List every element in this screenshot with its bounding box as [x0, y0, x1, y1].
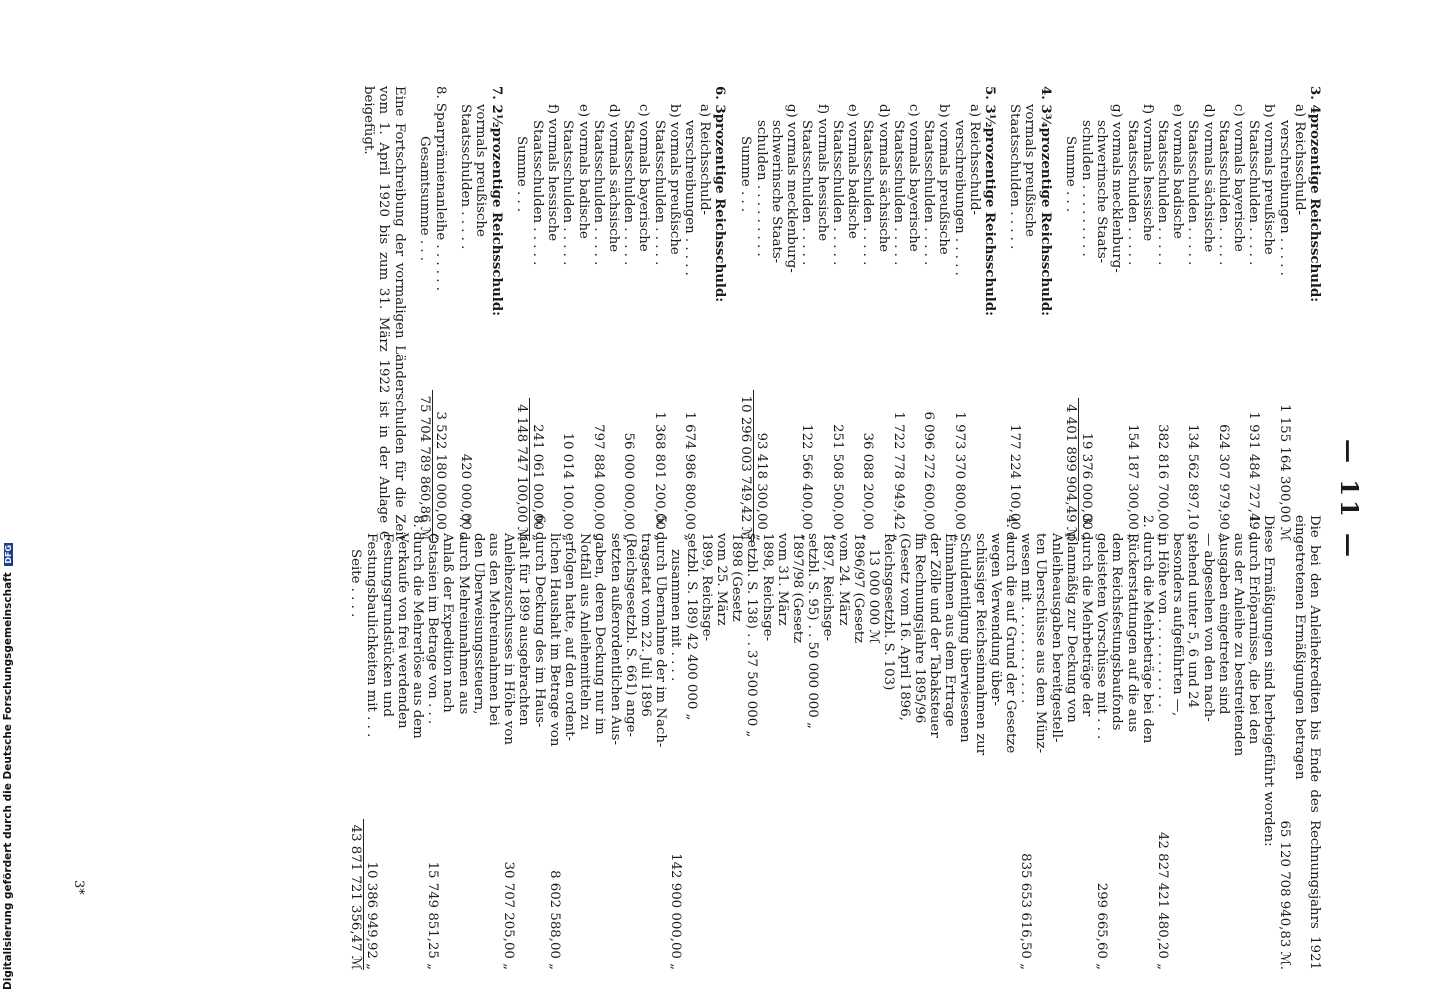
ledger-row [592, 515, 607, 970]
row-label: d) vormals sächsische [875, 104, 891, 253]
ledger-row [473, 86, 488, 541]
ledger-row [1033, 515, 1048, 970]
row-label: Staatsschulden . . . . . [1007, 104, 1023, 250]
sum-row [514, 86, 530, 541]
row-label: setzbl. S. 95) . . 50 000 000 „ [805, 533, 821, 729]
ledger-row [1155, 515, 1170, 970]
ledger-row [699, 515, 714, 970]
row-label: 8. Sparprämienanleihe . . . . . . [433, 86, 449, 291]
row-amount: 15 749 851,25 „ [425, 861, 441, 970]
row-amount: 1 155 164 300,00 ℳ [1276, 404, 1292, 541]
row-label: 8. durch die Mehrerlöse aus dem [410, 515, 426, 739]
sum-row [348, 515, 364, 970]
row-label: tragsetat vom 22. Juli 1896 [638, 533, 654, 717]
row-label: 1897/98 (Gesetz [790, 533, 806, 644]
ledger-row [805, 515, 820, 970]
row-amount: 8 602 588,00 „ [546, 870, 562, 970]
row-label: Staatsschulden . . . . . [799, 120, 815, 266]
row-amount: 36 088 200,00 „ [860, 432, 876, 541]
row-label: besonders aufgeführten —, [1170, 533, 1186, 717]
ledger-row [988, 515, 1003, 970]
ledger-row [1231, 86, 1246, 541]
ledger-row [1216, 86, 1231, 541]
section-heading: 3. 4prozentige Reichsschuld: [1307, 86, 1322, 303]
ledger-row [1292, 86, 1307, 541]
ledger-row [1064, 515, 1079, 970]
paragraph: Diese Ermäßigungen sind herbeigeführt worden: [1261, 515, 1277, 847]
ledger-row [1079, 86, 1094, 541]
ledger-row [410, 515, 425, 970]
row-label: (Reichsgesetzbl. S. 661) ange- [622, 533, 638, 738]
row-amount: 142 900 000,00 „ [668, 853, 684, 970]
row-label: geleisteten Vorschüsse mit . . . [1094, 533, 1110, 740]
row-amount: 56 000 000,00 „ [621, 432, 637, 541]
section-heading: 4. 3¾prozentige Reichsschuld: [1037, 86, 1053, 317]
row-label: 1899, Reichsge- [698, 533, 714, 642]
ledger-row [458, 86, 473, 541]
ledger-row [1140, 86, 1155, 541]
ledger-row [836, 515, 851, 970]
ledger-row [1185, 86, 1200, 541]
ledger-row [591, 86, 606, 541]
ledger-row [440, 515, 455, 970]
row-label: 4. durch die auf Grund der Gesetze [1002, 515, 1018, 754]
ledger-row [547, 515, 562, 970]
row-label: a) Reichsschuld- [966, 104, 982, 215]
credit-text: Digitalisierung gefördert durch die Deutsche Forschungsgemeinschaft [2, 572, 14, 990]
row-label: Staatsschulden . . . . . [1154, 120, 1170, 266]
spacer [407, 86, 417, 541]
row-label: b) vormals preußische [936, 104, 952, 255]
row-label: in Höhe von . . . . . . . . . . . [1154, 533, 1170, 708]
paragraph: Die bei den Anleihekrediten bis Ende des Rechnungsjahrs 1921 eingetretenen Ermäßigungen betragen [1291, 515, 1322, 970]
ledger-row [1185, 515, 1200, 970]
row-label: wegen Verwendung über- [987, 533, 1003, 707]
ledger-row [530, 86, 545, 541]
row-label: 2. durch die Mehrbeträge bei den [1139, 515, 1155, 744]
row-label: vom 25. März [714, 533, 730, 626]
row-label: schulden . . . . . . . . . [753, 120, 769, 257]
ledger-row [379, 515, 394, 970]
row-label: Staatsschulden . . . . . [829, 120, 845, 266]
signature-mark: 3* [71, 880, 86, 895]
row-label: Festungsbaulichkeiten mit . . . [364, 533, 380, 738]
spacer [448, 86, 458, 541]
ledger-row [577, 515, 592, 970]
ledger-row [1140, 515, 1155, 970]
row-label: Rückerstattungen auf die aus [1124, 533, 1140, 733]
sum-row [737, 86, 753, 541]
row-label: Verkaufe von frei werdenden [394, 533, 410, 729]
ledger-row [433, 86, 448, 541]
ledger-row [1246, 86, 1261, 541]
row-amount: 420 000,00 „ [458, 453, 474, 541]
ledger-row [845, 86, 860, 541]
ledger-row [799, 86, 814, 541]
ledger-row [560, 86, 575, 541]
row-amount: 10 296 003 749,42 ℳ [737, 390, 753, 541]
row-label: 6. durch Deckung des im Haus- [531, 515, 547, 728]
ledger-row [972, 515, 987, 970]
ledger-row [815, 86, 830, 541]
row-amount: 251 508 500,00 „ [829, 424, 845, 541]
row-label: setzten außerordentlichen Aus- [607, 533, 623, 745]
row-label: f) vormals hessische [545, 104, 561, 242]
row-label: aus der Anleihe zu bestreitenden [1230, 533, 1246, 757]
row-amount: 43 871 721 356,47 ℳ [348, 819, 364, 970]
ledger-row [851, 515, 866, 970]
ledger-row [1200, 86, 1215, 541]
row-label: c) vormals bayerische [905, 104, 921, 252]
row-amount: 122 566 400,00 „ [799, 424, 815, 541]
row-amount: 1 931 484 727,49 „ [1246, 411, 1262, 541]
ledger-row [1124, 86, 1139, 541]
row-label: Staatsschulden . . . . . [590, 120, 606, 266]
spacer [727, 86, 737, 541]
row-label: verschreibungen . . . . . [682, 120, 698, 276]
row-label: vom 31. März [774, 533, 790, 626]
page-number: — 11 — [1335, 438, 1364, 562]
row-label: planmäßig zur Deckung von [1063, 533, 1079, 723]
row-label: setzbl. S. 189) 42 400 000 „ [683, 533, 699, 721]
row-amount: 75 704 789 860,86 ℳ [417, 390, 433, 541]
row-amount: 30 707 205,00 „ [501, 861, 517, 970]
ledger-row [1048, 515, 1063, 970]
ledger-row [790, 515, 805, 970]
row-label: im Rechnungsjahre 1895/96 [911, 533, 927, 724]
ledger-row [921, 86, 936, 541]
row-label: 1897, Reichsge- [820, 533, 836, 642]
ledger-row [1124, 515, 1139, 970]
ledger-row [1216, 515, 1231, 970]
row-label: a) Reichsschuld- [697, 104, 713, 215]
ledger-row [1170, 515, 1185, 970]
row-amount: 10 014 100,00 „ [560, 432, 576, 541]
row-amount: 241 061 000,00 „ [530, 424, 546, 541]
row-amount: 1 973 370 800,00 „ [951, 411, 967, 541]
row-label: schulden . . . . . . . . . [1078, 120, 1094, 257]
row-label: ten Überschüsse aus dem Münz- [1033, 533, 1049, 754]
ledger-row [425, 515, 440, 970]
ledger-row [1261, 86, 1276, 541]
row-label: g) vormals mecklenburg- [1109, 104, 1125, 273]
row-label: Gesamtsumme . . . [416, 136, 432, 262]
ledger-row [471, 515, 486, 970]
sum-row [417, 86, 433, 541]
ledger-row [881, 515, 896, 970]
row-amount: 835 653 616,50 „ [1018, 853, 1034, 970]
row-label: 1. durch Erlöparnisse, die bei den [1246, 515, 1262, 745]
ledger-row [875, 86, 890, 541]
ledger-row [364, 515, 379, 970]
section-heading: 6. 3prozentige Reichsschuld: [712, 86, 728, 303]
ledger-row [486, 515, 501, 970]
row-label: b) vormals preußische [666, 104, 682, 255]
row-label: vom 24. März [835, 533, 851, 626]
spacer [997, 86, 1007, 541]
row-label: lichen Haushalt im Betrage von [546, 533, 562, 747]
row-amount: 4 148 747 100,00 ℳ [514, 398, 530, 541]
row-label: d) vormals sächsische [1200, 104, 1216, 253]
row-label: Anleihezuschusses in Höhe von [501, 533, 517, 745]
row-label: Staatsschulden . . . . . [1124, 120, 1140, 266]
row-label: Reichsgesetzbl. S. 103) [881, 533, 897, 691]
ledger-row [697, 86, 712, 541]
row-label: Schuldentilgung überwiesenen [957, 533, 973, 743]
ledger-row [653, 515, 668, 970]
ledger-row [957, 515, 972, 970]
row-amount: 65 120 708 940,83 ℳ. [1276, 820, 1292, 970]
right-column [348, 515, 1322, 970]
row-amount: 134 562 897,10 „ [1185, 424, 1201, 541]
ledger-row [638, 515, 653, 970]
ledger-row [575, 86, 590, 541]
ledger-row [1155, 86, 1170, 541]
ledger-row [667, 86, 682, 541]
ledger-row [623, 515, 638, 970]
row-label: Staatsschulden . . . . . [860, 120, 876, 266]
row-label: Staatsschulden . . . . . [921, 120, 937, 266]
ledger-row [906, 86, 921, 541]
row-label: — abgesehen von den nach- [1200, 533, 1216, 722]
row-amount: 797 884 000,00 „ [590, 424, 606, 541]
ledger-row [1246, 515, 1261, 970]
section-heading: 7. 2½prozentige Reichsschuld: [488, 86, 504, 317]
ledger-row [744, 515, 759, 970]
ledger-row [607, 515, 622, 970]
ledger-row [1109, 515, 1124, 970]
row-label: stehend unter 5, 6 und 24 [1185, 533, 1201, 709]
row-label: Summe . . . [737, 136, 753, 213]
row-label: Summe . . . [513, 136, 529, 213]
ledger-row [516, 515, 531, 970]
row-amount: 154 187 300,00 „ [1124, 424, 1140, 541]
row-label: vormals preußische [473, 104, 489, 237]
row-label: Anlaß der Expedition nach [440, 533, 456, 713]
ledger-row [759, 515, 774, 970]
spacer [504, 86, 514, 541]
row-label: dem Reichsfestungsbaufonds [1109, 533, 1125, 731]
row-amount: 299 665,60 „ [1094, 882, 1110, 970]
row-label: e) vormals badische [1170, 104, 1186, 239]
row-label: Staatsschulden . . . . . [621, 120, 637, 266]
row-label: Ausgaben eingetreten sind [1215, 533, 1231, 715]
left-column [361, 86, 1322, 541]
ledger-row [1276, 86, 1291, 541]
ledger-row [562, 515, 577, 970]
ledger-row [1079, 515, 1094, 970]
ledger-row [1003, 515, 1018, 970]
ledger-row [775, 515, 790, 970]
ledger-row [682, 86, 697, 541]
ledger-row [820, 515, 835, 970]
row-label: 5. durch Übernahme der im Nach- [653, 515, 669, 748]
row-label: c) vormals bayerische [1230, 104, 1246, 252]
row-label: schüssiger Reichseinnahmen zur [972, 533, 988, 756]
row-label: g) vormals mecklenburg- [784, 104, 800, 273]
ledger-row [754, 86, 769, 541]
ledger-row [860, 86, 875, 541]
ledger-row [729, 515, 744, 970]
ledger-row [1276, 515, 1291, 970]
row-amount: 382 816 700,00 „ [1154, 424, 1170, 541]
row-amount: 42 827 421 480,20 „ [1154, 831, 1170, 970]
ledger-row [951, 86, 966, 541]
row-label: den Überweisungssteuern, [470, 533, 486, 715]
row-amount: 6 096 272 600,00 „ [921, 411, 937, 541]
row-amount: 93 418 300,00 „ [753, 432, 769, 541]
row-label: Summe . . . [1062, 136, 1078, 213]
ledger-row [1094, 515, 1109, 970]
row-label: 1896/97 (Gesetz [850, 533, 866, 644]
ledger-row [1094, 86, 1109, 541]
row-label: e) vormals badische [845, 104, 861, 239]
row-label: 1898 (Gesetz [729, 533, 745, 622]
row-amount: 3 522 180 000,00 „ [433, 411, 449, 541]
ledger-row [621, 86, 636, 541]
row-amount: 10 386 949,92 „ [364, 861, 380, 970]
row-label: c) vormals bayerische [636, 104, 652, 252]
row-label: schwerinsche Staats- [769, 120, 785, 264]
row-label: Notfall aus Anleihemitteln zu [577, 533, 593, 731]
ledger-row [1007, 86, 1022, 541]
row-label: d) vormals sächsische [606, 104, 622, 253]
row-label: Staatsschulden . . . . . [530, 120, 546, 266]
row-amount: 19 376 000,00 „ [1078, 432, 1094, 541]
ledger-row [395, 515, 410, 970]
row-label: Anleiheausgaben bereitgestell- [1048, 533, 1064, 743]
ledger-row [1018, 515, 1033, 970]
row-label: halt für 1899 ausgebrachten [516, 533, 532, 726]
sum-row [1063, 86, 1079, 541]
ledger-row [784, 86, 799, 541]
ledger-row [668, 515, 683, 970]
row-label: 1898, Reichsge- [759, 533, 775, 642]
section-heading: 5. 3½prozentige Reichsschuld: [981, 86, 997, 317]
row-label: 13 000 000 ℳ [866, 549, 882, 644]
row-label: Staatsschulden . . . . . [1246, 120, 1262, 266]
ledger-row [545, 86, 560, 541]
ledger-row [1200, 515, 1215, 970]
ledger-row [927, 515, 942, 970]
row-label: b) vormals preußische [1261, 104, 1277, 255]
spacer [1053, 86, 1063, 541]
row-amount: 1 674 986 800,00 „ [682, 411, 698, 541]
row-label: der Zölle und der Tabaksteuer [926, 533, 942, 738]
ledger-row [636, 86, 651, 541]
row-label: verschreibungen . . . . . [951, 120, 967, 276]
ledger-row [967, 86, 982, 541]
ledger-row [891, 86, 906, 541]
row-label: Staatsschulden . . . . . [1215, 120, 1231, 266]
ledger-row [606, 86, 621, 541]
ledger-row [942, 515, 957, 970]
row-label: aus den Mehreinnahmen bei [486, 533, 502, 726]
ledger-row [896, 515, 911, 970]
ledger-row [1231, 515, 1246, 970]
row-label: Einnahmen aus dem Ertrage [942, 533, 958, 727]
row-label: erfolgen hatte, auf den ordent- [562, 533, 578, 742]
row-label: schwerinsche Staats- [1094, 120, 1110, 264]
ledger-row [866, 515, 881, 970]
ledger-row [501, 515, 516, 970]
row-label: 7. durch Mehreinnahmen aus [455, 515, 471, 715]
ledger-row [531, 515, 546, 970]
row-label: verschreibungen . . . . . [1276, 120, 1292, 276]
row-label: vormals preußische [1022, 104, 1038, 237]
ledger-row [912, 515, 927, 970]
row-amount: 1 368 801 200,00 „ [651, 411, 667, 541]
row-label: setzbl. S. 138) . . 37 500 000 „ [744, 533, 760, 738]
ledger-row [714, 515, 729, 970]
row-label: (Gesetz vom 16. April 1896, [896, 533, 912, 721]
row-label: a) Reichsschuld- [1291, 104, 1307, 215]
paragraph: Eine Fortschreibung der vormaligen Länderschulden für die Zeit vom 1. April 1920 bis zum 31. März 1922 ist in der Anlage C beigefügt. [361, 86, 407, 541]
row-label: 3. durch die Mehrbeträge der [1078, 515, 1094, 717]
row-label: e) vormals badische [575, 104, 591, 239]
row-label: Ostasien im Betrage von . . . [425, 533, 441, 725]
row-label: Staatsschulden . . . . . [458, 104, 474, 250]
row-amount: 4 401 899 904,49 ℳ [1063, 398, 1079, 541]
ledger-row [830, 86, 845, 541]
ledger-row [455, 515, 470, 970]
ledger-row [683, 515, 698, 970]
ledger-row [769, 86, 784, 541]
row-label: Staatsschulden . . . . . [1185, 120, 1201, 266]
row-label: f) vormals hessische [1139, 104, 1155, 242]
credit-line [2, 0, 18, 990]
row-label: Staatsschulden . . . . . [651, 120, 667, 266]
row-label: Staatsschulden . . . . . [560, 120, 576, 266]
row-amount: 624 307 979,90 „ [1215, 424, 1231, 541]
ledger-row [936, 86, 951, 541]
row-label: Festungsgrundstücken und [379, 533, 395, 718]
row-label: gaben, deren Deckung nur im [592, 533, 608, 735]
ledger-row [1170, 86, 1185, 541]
ledger-row [1109, 86, 1124, 541]
row-amount: 177 224 100,00 „ [1007, 424, 1023, 541]
row-label: zusammen mit . . . . [668, 549, 684, 682]
row-amount: 1 722 778 949,42 „ [890, 411, 906, 541]
row-label: wesen mit . . . . . . . . . . . . [1018, 533, 1034, 704]
ledger-row [1022, 86, 1037, 541]
row-label: Staatsschulden . . . . . [890, 120, 906, 266]
row-label: Seite . . . . [348, 549, 364, 618]
dfg-logo: DFG [4, 544, 13, 564]
row-label: f) vormals hessische [814, 104, 830, 242]
ledger-row [651, 86, 666, 541]
